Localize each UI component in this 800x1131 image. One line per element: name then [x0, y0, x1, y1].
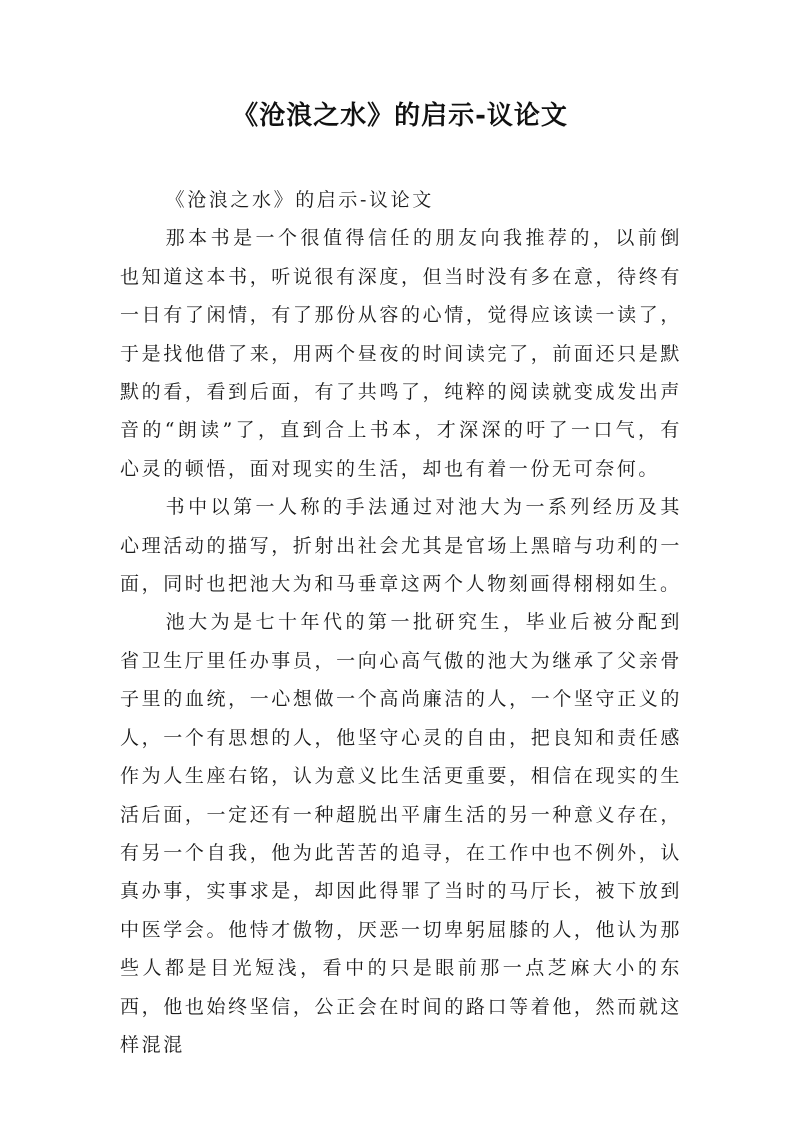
- document-body: [120, 181, 682, 1064]
- paragraph: 书中以第一人称的手法通过对池大为一系列经历及其心理活动的描写，折射出社会尤其是官场上黑暗与功利的一面，同时也把池大为和马垂章这两个人物刻画得栩栩如生。: [120, 496, 682, 596]
- paragraph: 池大为是七十年代的第一批研究生，毕业后被分配到省卫生厅里任办事员，一向心高气傲的池大为继承了父亲骨子里的血统，一心想做一个高尚廉洁的人，一个坚守正义的人，一个有思想的人，他坚守心灵的自由，把良知和责任感作为人生座右铭，认为意义比生活更重要，相信在现实的生活后面，一定还有一种超脱出平庸生活的另一种意义存在，有另一个自我，他为此苦苦的追寻，在工作中也不例外，认真办事，实事求是，却因此得罪了当时的马厅长，被下放到中医学会。他恃才傲物，厌恶一切卑躬屈膝的人，他认为那些人都是目光短浅，看中的只是眼前那一点芝麻大小的东西，他也始终坚信，公正会在时间的路口等着他，然而就这样混混: [120, 611, 682, 1056]
- paragraph-subtitle: 《沧浪之水》的启示-议论文: [165, 189, 434, 211]
- document-title: 《沧浪之水》的启示-议论文: [232, 101, 568, 131]
- paragraph: 那本书是一个很值得信任的朋友向我推荐的，以前倒也知道这本书，听说很有深度，但当时没有多在意，待终有一日有了闲情，有了那份从容的心情，觉得应该读一读了，于是找他借了来，用两个昼夜的时间读完了，前面还只是默默的看，看到后面，有了共鸣了，纯粹的阅读就变成发出声音的“朗读”了，直到合上书本，才深深的吁了一口气，有心灵的顿悟，面对现实的生活，却也有着一份无可奈何。: [120, 227, 682, 480]
